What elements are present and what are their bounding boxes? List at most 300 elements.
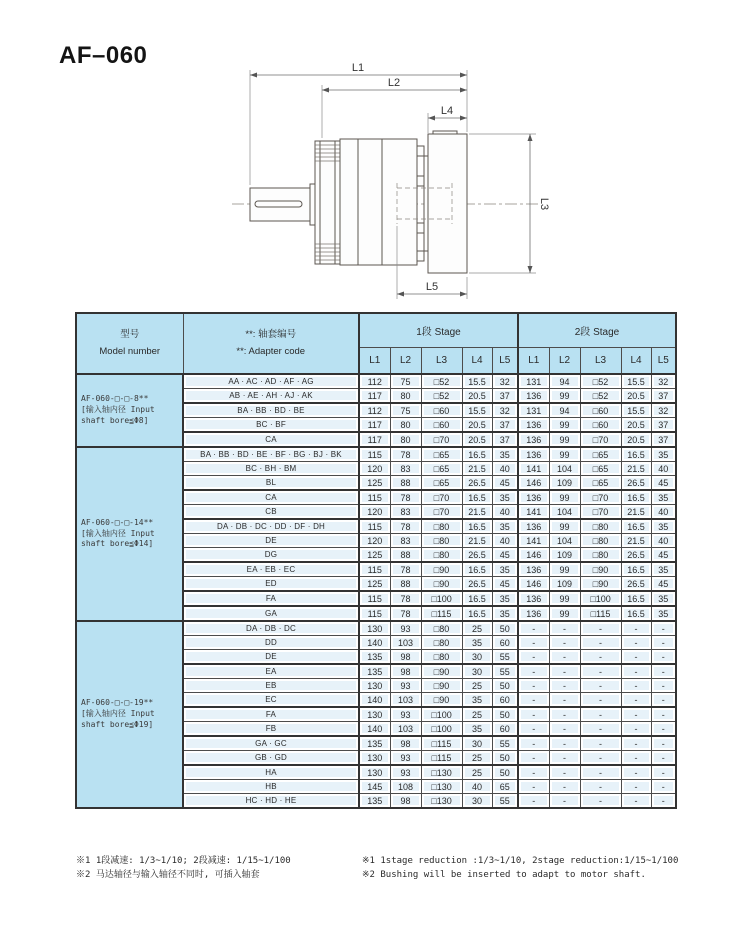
dimension-value-cell: □90	[421, 679, 462, 693]
dimension-value-cell: 94	[549, 403, 580, 418]
dimension-value-cell: 45	[651, 476, 676, 491]
dimension-value-cell: 78	[390, 519, 421, 534]
dimension-value-cell: □52	[421, 374, 462, 389]
adapter-code-cell: AB · AE · AH · AJ · AK	[183, 389, 359, 404]
dimension-value-cell: 136	[518, 562, 549, 577]
dimension-value-cell: 135	[359, 650, 390, 665]
dimension-value-cell: -	[651, 765, 676, 780]
model-number-header	[76, 313, 183, 374]
dimension-value-cell: 37	[651, 432, 676, 447]
dimension-value-cell: -	[580, 765, 621, 780]
dimension-value-cell: □115	[580, 606, 621, 621]
dimension-value-cell: □90	[580, 562, 621, 577]
dimension-value-cell: □80	[421, 534, 462, 548]
stage1-dim-l1: L1	[359, 348, 390, 375]
dimension-value-cell: 112	[359, 403, 390, 418]
adapter-code-cell: BA · BB · BD · BE · BF · BG · BJ · BK	[183, 447, 359, 462]
dimension-value-cell: 21.5	[621, 462, 651, 476]
dimension-value-cell: □65	[580, 476, 621, 491]
dimension-value-cell: 146	[518, 548, 549, 563]
dimension-value-cell: 20.5	[621, 418, 651, 433]
dimension-value-cell: 32	[492, 374, 518, 389]
dimension-value-cell: 115	[359, 447, 390, 462]
dimension-value-cell: 40	[492, 534, 518, 548]
dimension-value-cell: 35	[651, 591, 676, 606]
dimension-value-cell: 104	[549, 462, 580, 476]
dimension-value-cell: -	[651, 693, 676, 708]
dimension-value-cell: 109	[549, 577, 580, 592]
dimension-value-cell: 16.5	[621, 591, 651, 606]
dimension-value-cell: -	[651, 722, 676, 737]
dimension-value-cell: 21.5	[621, 505, 651, 520]
dimension-value-cell: 78	[390, 562, 421, 577]
dimension-value-cell: 50	[492, 621, 518, 636]
dimension-value-cell: 26.5	[462, 577, 492, 592]
dimension-value-cell: 136	[518, 606, 549, 621]
dimension-value-cell: 16.5	[462, 591, 492, 606]
dimension-value-cell: -	[549, 780, 580, 794]
dimension-value-cell: 35	[462, 636, 492, 650]
dimension-value-cell: 55	[492, 650, 518, 665]
dimension-value-cell: -	[518, 693, 549, 708]
dimension-value-cell: 26.5	[621, 548, 651, 563]
dimension-value-cell: □80	[580, 534, 621, 548]
dimension-value-cell: 103	[390, 693, 421, 708]
dimension-value-cell: □65	[421, 476, 462, 491]
dimension-value-cell: -	[621, 664, 651, 679]
dimension-value-cell: 99	[549, 447, 580, 462]
dimension-value-cell: 120	[359, 505, 390, 520]
dimension-value-cell: 32	[651, 374, 676, 389]
dimension-value-cell: -	[621, 636, 651, 650]
dimension-value-cell: 35	[492, 562, 518, 577]
dimension-value-cell: -	[621, 679, 651, 693]
dimension-value-cell: -	[580, 794, 621, 809]
dimension-value-cell: □90	[580, 577, 621, 592]
dimension-value-cell: -	[651, 707, 676, 722]
dimension-l5-label: L5	[425, 281, 439, 293]
dimension-value-cell: 93	[390, 707, 421, 722]
dimension-value-cell: 115	[359, 591, 390, 606]
dimension-value-cell: 117	[359, 389, 390, 404]
dimension-value-cell: 35	[492, 447, 518, 462]
dimension-value-cell: -	[549, 693, 580, 708]
dimension-value-cell: 21.5	[621, 534, 651, 548]
dimension-value-cell: 130	[359, 765, 390, 780]
dimension-value-cell: 78	[390, 606, 421, 621]
stage1-dim-l5: L5	[492, 348, 518, 375]
adapter-code-cell: DG	[183, 548, 359, 563]
dimension-value-cell: 130	[359, 621, 390, 636]
dimension-value-cell: -	[621, 736, 651, 751]
dimension-value-cell: -	[549, 765, 580, 780]
dimension-value-cell: 140	[359, 722, 390, 737]
dimension-value-cell: -	[651, 636, 676, 650]
dimension-value-cell: 40	[462, 780, 492, 794]
dimension-value-cell: 40	[492, 505, 518, 520]
dimension-value-cell: 50	[492, 765, 518, 780]
dimension-l4	[428, 105, 467, 133]
dimension-value-cell: 112	[359, 374, 390, 389]
dimension-value-cell: -	[549, 722, 580, 737]
dimension-value-cell: □65	[580, 447, 621, 462]
dimension-value-cell: 117	[359, 432, 390, 447]
dimension-value-cell: 125	[359, 548, 390, 563]
dimension-value-cell: -	[518, 664, 549, 679]
dimension-value-cell: 20.5	[621, 432, 651, 447]
adapter-code-header	[183, 313, 359, 374]
dimension-value-cell: 141	[518, 462, 549, 476]
dimension-value-cell: 109	[549, 476, 580, 491]
stage1-header: 1段 Stage	[359, 313, 518, 348]
dimension-value-cell: 35	[492, 606, 518, 621]
dimension-value-cell: 37	[492, 418, 518, 433]
dimension-value-cell: 25	[462, 765, 492, 780]
dimension-value-cell: □100	[421, 707, 462, 722]
dimension-value-cell: 40	[492, 462, 518, 476]
dimension-value-cell: 120	[359, 462, 390, 476]
dimension-value-cell: □80	[580, 548, 621, 563]
dimension-value-cell: 30	[462, 650, 492, 665]
dimension-value-cell: 131	[518, 374, 549, 389]
dimension-value-cell: -	[580, 751, 621, 766]
dimension-value-cell: 135	[359, 736, 390, 751]
dimension-value-cell: 16.5	[621, 606, 651, 621]
dimension-value-cell: □100	[580, 591, 621, 606]
dimension-value-cell: 35	[651, 490, 676, 505]
dimension-value-cell: 80	[390, 432, 421, 447]
adapter-header-zh: **: 轴套编号	[245, 329, 297, 341]
dimension-value-cell: -	[621, 722, 651, 737]
dimension-value-cell: □80	[421, 519, 462, 534]
dimension-value-cell: -	[549, 679, 580, 693]
model-number-cell: AF-060-□-□-19** [输入轴内径 Input shaft bore≦Φ19]	[76, 621, 183, 808]
dimension-value-cell: 75	[390, 403, 421, 418]
dimension-value-cell: 136	[518, 389, 549, 404]
dimension-value-cell: 131	[518, 403, 549, 418]
dimension-value-cell: 50	[492, 707, 518, 722]
dimension-value-cell: 25	[462, 679, 492, 693]
dimension-value-cell: □80	[421, 650, 462, 665]
stage1-dim-l4: L4	[462, 348, 492, 375]
dimension-value-cell: -	[621, 707, 651, 722]
dimension-value-cell: 141	[518, 505, 549, 520]
dimension-value-cell: 37	[651, 418, 676, 433]
dimension-value-cell: 45	[492, 577, 518, 592]
dimension-l2-label: L2	[387, 77, 401, 89]
footnote-en-2: ※2 Bushing will be inserted to adapt to motor shaft.	[362, 870, 646, 881]
footnotes-chinese	[76, 854, 291, 883]
footnotes-english	[362, 854, 678, 883]
gearbox-body	[340, 139, 428, 265]
dimension-value-cell: □115	[421, 751, 462, 766]
dimension-value-cell: 75	[390, 374, 421, 389]
dimension-value-cell: 16.5	[462, 447, 492, 462]
dimension-value-cell: -	[621, 650, 651, 665]
adapter-code-cell: ED	[183, 577, 359, 592]
dimension-value-cell: 120	[359, 534, 390, 548]
adapter-code-cell: EA	[183, 664, 359, 679]
adapter-code-cell: FA	[183, 707, 359, 722]
dimension-value-cell: 25	[462, 751, 492, 766]
dimension-value-cell: 55	[492, 794, 518, 809]
dimension-value-cell: 109	[549, 548, 580, 563]
dimension-value-cell: -	[621, 780, 651, 794]
dimension-value-cell: -	[621, 765, 651, 780]
dimension-value-cell: -	[549, 794, 580, 809]
dimension-value-cell: 55	[492, 736, 518, 751]
dimension-value-cell: 25	[462, 707, 492, 722]
dimension-value-cell: 26.5	[462, 548, 492, 563]
dimension-value-cell: 88	[390, 476, 421, 491]
dimension-value-cell: □130	[421, 765, 462, 780]
dimension-value-cell: 136	[518, 447, 549, 462]
adapter-code-cell: DD	[183, 636, 359, 650]
adapter-code-cell: BC · BF	[183, 418, 359, 433]
adapter-code-cell: AA · AC · AD · AF · AG	[183, 374, 359, 389]
dimension-value-cell: 135	[359, 794, 390, 809]
dimension-value-cell: 117	[359, 418, 390, 433]
dimension-value-cell: 136	[518, 432, 549, 447]
dimension-l1-label: L1	[351, 62, 365, 74]
dimension-value-cell: 15.5	[462, 403, 492, 418]
model-header-en: Model number	[99, 345, 161, 357]
dimension-value-cell: 99	[549, 418, 580, 433]
dimension-value-cell: 104	[549, 534, 580, 548]
dimension-value-cell: 35	[492, 591, 518, 606]
dimension-l3-label: L3	[538, 197, 550, 211]
dimension-value-cell: 16.5	[462, 490, 492, 505]
adapter-code-cell: BC · BH · BM	[183, 462, 359, 476]
dimension-value-cell: 125	[359, 476, 390, 491]
dimension-value-cell: -	[580, 679, 621, 693]
dimension-value-cell: 37	[492, 432, 518, 447]
dimension-value-cell: □60	[421, 403, 462, 418]
dimension-value-cell: □80	[421, 621, 462, 636]
dimension-value-cell: □115	[421, 736, 462, 751]
stage2-dim-l4: L4	[621, 348, 651, 375]
dimension-value-cell: 99	[549, 591, 580, 606]
dimension-value-cell: -	[621, 794, 651, 809]
dimension-value-cell: 50	[492, 679, 518, 693]
adapter-code-cell: DA · DB · DC	[183, 621, 359, 636]
dimension-value-cell: 30	[462, 736, 492, 751]
dimension-value-cell: 60	[492, 636, 518, 650]
dimension-value-cell: -	[621, 621, 651, 636]
adapter-code-cell: GA	[183, 606, 359, 621]
dimension-value-cell: -	[549, 751, 580, 766]
dimension-value-cell: -	[518, 636, 549, 650]
dimension-value-cell: -	[580, 650, 621, 665]
dimension-value-cell: □60	[580, 418, 621, 433]
dimension-value-cell: -	[518, 780, 549, 794]
stage1-dim-l2: L2	[390, 348, 421, 375]
dimension-value-cell: 146	[518, 577, 549, 592]
adapter-code-cell: EC	[183, 693, 359, 708]
dimension-value-cell: 20.5	[621, 389, 651, 404]
dimension-value-cell: -	[621, 751, 651, 766]
dimension-value-cell: 103	[390, 636, 421, 650]
dimension-value-cell: □130	[421, 794, 462, 809]
dimension-value-cell: □130	[421, 780, 462, 794]
dimension-value-cell: 140	[359, 693, 390, 708]
dimension-value-cell: -	[651, 664, 676, 679]
model-number-cell: AF-060-□-□-8** [输入轴内径 Input shaft bore≦Φ8]	[76, 374, 183, 447]
dimension-value-cell: -	[549, 664, 580, 679]
dimension-value-cell: 40	[651, 534, 676, 548]
stage2-header: 2段 Stage	[518, 313, 676, 348]
dimension-value-cell: 99	[549, 490, 580, 505]
dimension-value-cell: 104	[549, 505, 580, 520]
dimension-value-cell: □65	[421, 447, 462, 462]
spec-table-body	[76, 374, 676, 808]
dimension-value-cell: 60	[492, 722, 518, 737]
dimension-value-cell: -	[518, 794, 549, 809]
dimension-value-cell: □80	[580, 519, 621, 534]
dimension-value-cell: 93	[390, 751, 421, 766]
dimension-value-cell: □80	[421, 636, 462, 650]
dimension-value-cell: 115	[359, 606, 390, 621]
adapter-code-cell: FB	[183, 722, 359, 737]
dimension-value-cell: -	[580, 693, 621, 708]
dimension-value-cell: 30	[462, 664, 492, 679]
adapter-code-cell: DA · DB · DC · DD · DF · DH	[183, 519, 359, 534]
model-number-cell: AF-060-□-□-14** [输入轴内径 Input shaft bore≦Φ14]	[76, 447, 183, 621]
adapter-code-cell: BA · BB · BD · BE	[183, 403, 359, 418]
dimension-value-cell: 141	[518, 534, 549, 548]
adapter-header-en: **: Adapter code	[236, 345, 306, 357]
dimension-value-cell: 93	[390, 679, 421, 693]
dimension-value-cell: 35	[651, 447, 676, 462]
dimension-value-cell: 16.5	[621, 447, 651, 462]
dimension-value-cell: 26.5	[462, 476, 492, 491]
dimension-value-cell: -	[580, 707, 621, 722]
adapter-code-cell: EA · EB · EC	[183, 562, 359, 577]
table-row	[76, 621, 676, 636]
adapter-code-cell: HB	[183, 780, 359, 794]
dimension-value-cell: -	[651, 794, 676, 809]
dimension-value-cell: -	[580, 621, 621, 636]
dimension-value-cell: 136	[518, 591, 549, 606]
dimension-value-cell: 50	[492, 751, 518, 766]
dimension-value-cell: 45	[492, 476, 518, 491]
dimension-value-cell: 98	[390, 794, 421, 809]
dimension-value-cell: □70	[580, 490, 621, 505]
dimension-value-cell: -	[580, 636, 621, 650]
dimension-value-cell: □65	[421, 462, 462, 476]
dimension-value-cell: -	[580, 736, 621, 751]
dimension-value-cell: 16.5	[621, 519, 651, 534]
adapter-code-cell: HC · HD · HE	[183, 794, 359, 809]
adapter-code-cell: CA	[183, 432, 359, 447]
dimension-value-cell: 30	[462, 794, 492, 809]
dimension-value-cell: □80	[421, 548, 462, 563]
dimension-value-cell: 15.5	[621, 374, 651, 389]
dimension-value-cell: 35	[651, 562, 676, 577]
dimension-value-cell: 20.5	[462, 389, 492, 404]
adapter-code-cell: CB	[183, 505, 359, 520]
dimension-value-cell: 98	[390, 650, 421, 665]
dimension-value-cell: 88	[390, 577, 421, 592]
dimension-value-cell: 99	[549, 389, 580, 404]
adapter-code-cell: GB · GD	[183, 751, 359, 766]
adapter-code-cell: DE	[183, 534, 359, 548]
dimension-value-cell: □60	[421, 418, 462, 433]
dimension-value-cell: -	[621, 693, 651, 708]
dimension-value-cell: 25	[462, 621, 492, 636]
dimension-value-cell: □52	[580, 374, 621, 389]
dimension-value-cell: 140	[359, 636, 390, 650]
dimension-value-cell: 16.5	[462, 519, 492, 534]
dimension-l3	[469, 134, 550, 273]
dimension-value-cell: 35	[492, 519, 518, 534]
footnote-en-1: ※1 1stage reduction :1/3~1/10, 2stage reduction:1/15~1/100	[362, 856, 679, 866]
dimension-value-cell: 35	[651, 519, 676, 534]
dimension-value-cell: 16.5	[462, 606, 492, 621]
dimension-value-cell: 146	[518, 476, 549, 491]
dimension-value-cell: 125	[359, 577, 390, 592]
footnote-zh-1: ※1 1段减速: 1/3~1/10; 2段减速: 1/15~1/100	[76, 856, 291, 866]
dimension-value-cell: -	[549, 736, 580, 751]
dimension-value-cell: -	[518, 751, 549, 766]
dimension-value-cell: 35	[462, 693, 492, 708]
dimension-value-cell: -	[651, 679, 676, 693]
dimension-value-cell: 80	[390, 389, 421, 404]
dimension-value-cell: 35	[492, 490, 518, 505]
dimension-value-cell: -	[518, 679, 549, 693]
dimension-value-cell: 20.5	[462, 432, 492, 447]
dimension-value-cell: 15.5	[462, 374, 492, 389]
dimension-value-cell: 40	[651, 462, 676, 476]
adapter-code-cell: CA	[183, 490, 359, 505]
dimension-value-cell: □90	[421, 562, 462, 577]
dimension-value-cell: 136	[518, 418, 549, 433]
dimension-value-cell: 136	[518, 490, 549, 505]
adapter-code-cell: BL	[183, 476, 359, 491]
dimension-value-cell: 55	[492, 664, 518, 679]
dimension-value-cell: □70	[421, 432, 462, 447]
gearbox-front-housing	[315, 141, 340, 264]
dimension-value-cell: 32	[492, 403, 518, 418]
dimension-value-cell: 103	[390, 722, 421, 737]
table-row	[76, 447, 676, 462]
dimension-value-cell: 45	[492, 548, 518, 563]
dimension-value-cell: 45	[651, 548, 676, 563]
adapter-code-cell: GA · GC	[183, 736, 359, 751]
dimension-value-cell: □90	[421, 693, 462, 708]
dimension-value-cell: -	[549, 650, 580, 665]
dimension-value-cell: -	[518, 722, 549, 737]
dimension-value-cell: 108	[390, 780, 421, 794]
dimension-value-cell: -	[651, 736, 676, 751]
dimension-value-cell: 35	[462, 722, 492, 737]
dimension-value-cell: 135	[359, 664, 390, 679]
dimension-value-cell: 80	[390, 418, 421, 433]
stage2-dim-l2: L2	[549, 348, 580, 375]
dimension-value-cell: 145	[359, 780, 390, 794]
dimension-value-cell: 78	[390, 591, 421, 606]
dimension-value-cell: -	[518, 650, 549, 665]
dimension-value-cell: -	[518, 621, 549, 636]
dimension-value-cell: □70	[421, 505, 462, 520]
footnote-zh-2: ※2 马达轴径与输入轴径不同时, 可插入轴套	[76, 870, 260, 881]
dimension-value-cell: 37	[492, 389, 518, 404]
dimension-value-cell: 37	[651, 389, 676, 404]
spec-table-wrapper	[75, 312, 677, 809]
stage2-dim-l3: L3	[580, 348, 621, 375]
dimension-value-cell: □90	[421, 577, 462, 592]
dimension-value-cell: -	[580, 780, 621, 794]
